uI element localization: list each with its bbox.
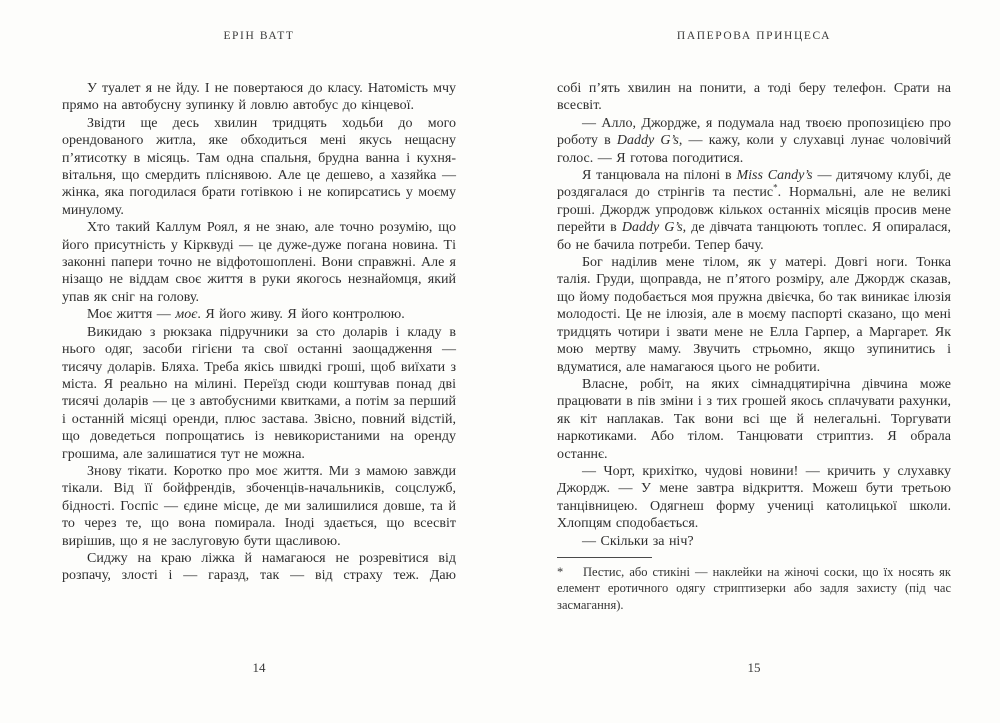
paragraph: Викидаю з рюкзака підручники за сто доларів і кладу в нього одяг, засоби гігієни та свої останні заощадження — тисячу доларів. Бляха. Треба якісь швидкі гроші, щоб виїхати з міста. Я реально на мілині. Переїзд сюди коштував понад дві тисячі доларів — це з автобусними квитками, а потім за перший і останній місяці оренди, плюс застава. Звісно, повний відстій, що доведеться попрощатись із невикористаними на оренду грошима, але залишатися тут не можна. (62, 324, 456, 462)
paragraph: Бог наділив мене тілом, як у матері. Довгі ноги. Тонка талія. Груди, щоправда, не п’ятого розміру, але Джордж сказав, що йому подобається моя пружна двієчка, бо так виникає ілюзія молодості. Це не ілюзія, але в моєму паспорті сказано, що мені тридцять чотири і звати мене не Елла Гарпер, а Маргарет. Як мою мертву маму. Звучить стрьомно, якщо зупинитись і вдуматися, але намагаюся цього не робити. (557, 255, 951, 375)
running-header-left: ЕРІН ВАТТ (223, 30, 295, 42)
running-header-right: ПАПЕРОВА ПРИНЦЕСА (676, 30, 832, 42)
right-text-column (557, 80, 951, 613)
footnote-block (557, 557, 951, 613)
paragraph: собі п’ять хвилин на понити, а тоді беру телефон. Срати на всесвіт. (557, 81, 951, 114)
paragraph: Сиджу на краю ліжка й намагаюся не розревітися від розпачу, злості і — гаразд, так — від страху теж. Даю (62, 550, 456, 584)
emphasized-text: Daddy G’s (621, 220, 683, 236)
footnote-reference-asterisk: * (773, 182, 778, 193)
paragraph: — Скільки за ніч? (582, 533, 694, 549)
paragraph: Власне, робіт, на яких сімнадцятирічна дівчина може працювати в пів зміни і з тих грошей якось сплачувати рахунки, як кіт наплакав. Так вони всі ще й нелегальні. Торгувати наркотиками. Або тілом. Танцювати стриптиз. Я обрала останнє. (557, 376, 951, 462)
paragraph: Я танцювала на пілоні в Miss Candy’s — дитячому клубі, де роздягалася до стрінгів та пестис*. Нормальні, але не великі гроші. Джордж упродовж кількох останніх місяців просив мене перейти в Daddy G’s, де дівчата танцюють топлес. Я опиралася, бо не бачила потреби. Тепер бачу. (557, 168, 951, 253)
footnote-separator-rule (557, 557, 652, 558)
emphasized-text: Daddy G’s (616, 133, 679, 149)
paragraph: Звідти ще десь хвилин тридцять ходьби до мого орендованого житла, яке обходиться мені якусь нещасну п’ятисотку в місяць. Там одна спальня, брудна ванна і кухня-вітальня, що смердить пліснявою. Але це дешево, а хазяйка — жінка, яка погодилася брати готівкою і не копирсатись у моєму минулому. (62, 115, 456, 218)
paragraph: Моє життя — моє. Я його живу. Я його контролюю. (87, 307, 405, 323)
paragraph: Знову тікати. Коротко про моє життя. Ми з мамою завжди тікали. Від її бойфрендів, збоченців-начальників, соцслужб, бідності. Госпіс — єдине місце, де ми залишилися довше, та й то через те, що вона помирала. Іноді здається, що всесвіт вирішив, що я не заслуговую бути щасливою. (62, 463, 456, 549)
page-number-right: 15 (747, 660, 761, 675)
paragraph: — Алло, Джордже, я подумала над твоєю пропозицією про роботу в Daddy G’s, — кажу, коли у слухавці лунає чоловічий голос. — Я готова погодитися. (557, 115, 951, 166)
paragraph: У туалет я не йду. І не повертаюся до класу. Натомість мчу прямо на автобусну зупинку й ловлю автобус до кінцевої. (62, 81, 456, 114)
footnote-marker: * (557, 564, 564, 579)
left-text-column (62, 80, 456, 585)
paragraph: — Чорт, крихітко, чудові новини! — кричить у слухавку Джордж. — У мене завтра відкриття. Можеш бути третьою танцівницею. Одягнеш форму учениці католицької школи. Хлопцям сподобається. (557, 463, 951, 532)
paragraph: Хто такий Каллум Роял, я не знаю, але точно розумію, що його присутність у Кірквуді — це дуже-дуже погана новина. Ті законні папери точно не відфотошоплені. Вони справжні. Але я нізащо не віддам своє життя в руки якогось незнайомця, який упав як сніг на голову. (62, 220, 456, 305)
emphasized-text: Miss Candy’s (736, 168, 813, 184)
page-number-left: 14 (252, 660, 266, 675)
footnote-text: * Пестис, або стикіні — наклейки на жіночі соски, що їх носять як елемент еротичного одягу стриптизерки або задля захисту (під час засмагання). (557, 564, 951, 612)
emphasized-text: моє (175, 307, 198, 323)
page-right (500, 0, 1000, 723)
